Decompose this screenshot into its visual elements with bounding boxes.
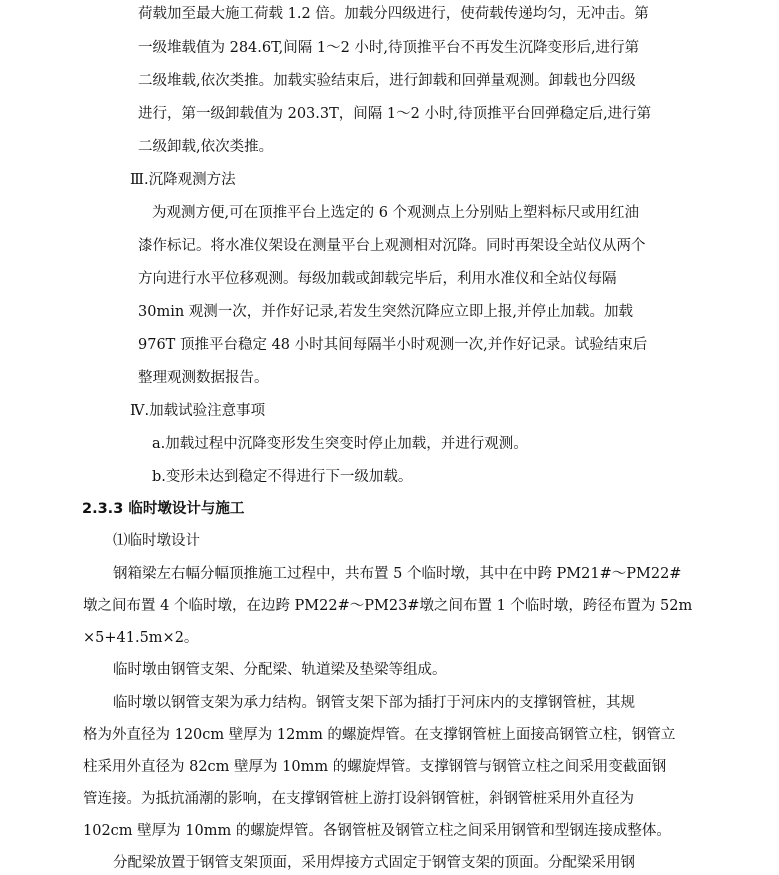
paragraph-line: 976T 顶推平台稳定 48 小时其间每隔半小时观测一次,并作好记录。试验结束后	[138, 337, 648, 353]
paragraph-line: 分配梁放置于钢管支架顶面，采用焊接方式固定于钢管支架的顶面。分配梁采用钢	[113, 855, 635, 871]
paragraph-line: 30min 观测一次，并作好记录,若发生突然沉降应立即上报,并停止加载。加载	[138, 304, 634, 320]
paragraph-line: 整理观测数据报告。	[138, 370, 269, 386]
paragraph-line: 管连接。为抵抗涌潮的影响，在支撑钢管桩上游打设斜钢管桩，斜钢管桩采用外直径为	[83, 791, 634, 807]
paragraph-line: 格为外直径为 120cm 壁厚为 12mm 的螺旋焊管。在支撑钢管桩上面接高钢管立柱，钢管立	[83, 727, 676, 743]
paragraph-line: 钢箱梁左右幅分幅顶推施工过程中，共布置 5 个临时墩，其中在中跨 PM21#～PM22#	[113, 566, 682, 582]
subsection-heading: Ⅳ.加载试验注意事项	[130, 403, 266, 419]
paragraph-line: 二级卸载,依次类推。	[138, 139, 274, 155]
paragraph-line: 墩之间布置 4 个临时墩，在边跨 PM22#～PM23#墩之间布置 1 个临时墩，跨径布置为 52m	[83, 598, 693, 614]
paragraph-line: 一级堆载值为 284.6T,间隔 1～2 小时,待顶推平台不再发生沉降变形后,进行第	[138, 40, 640, 56]
list-item: a.加载过程中沉降变形发生突变时停止加载，并进行观测。	[152, 436, 528, 452]
paragraph-line: 漆作标记。将水准仪架设在测量平台上观测相对沉降。同时再架设全站仪从两个	[138, 238, 646, 254]
paragraph-line: 荷载加至最大施工荷载 1.2 倍。加载分四级进行，使荷载传递均匀，无冲击。第	[138, 6, 649, 22]
paragraph-line: 为观测方便,可在顶推平台上选定的 6 个观测点上分别贴上塑料标尺或用红油	[152, 205, 640, 221]
paragraph-line: 二级堆载,依次类推。加载实验结束后，进行卸载和回弹量观测。卸载也分四级	[138, 73, 636, 89]
paragraph-line: 方向进行水平位移观测。每级加载或卸载完毕后，利用水准仪和全站仪每隔	[138, 271, 617, 287]
subsection-heading: ⑴临时墩设计	[113, 533, 200, 549]
section-heading: 2.3.3 临时墩设计与施工	[82, 501, 245, 517]
paragraph-line: 进行，第一级卸载值为 203.3T，间隔 1～2 小时,待顶推平台回弹稳定后,进行第	[138, 106, 652, 122]
list-item: b.变形未达到稳定不得进行下一级加载。	[152, 469, 413, 485]
paragraph-line: ×5+41.5m×2。	[83, 630, 199, 646]
paragraph-line: 102cm 壁厚为 10mm 的螺旋焊管。各钢管桩及钢管立柱之间采用钢管和型钢连接成整体。	[83, 823, 671, 839]
paragraph-line: 临时墩以钢管支架为承力结构。钢管支架下部为插打于河床内的支撑钢管桩，其规	[113, 695, 635, 711]
paragraph-line: 柱采用外直径为 82cm 壁厚为 10mm 的螺旋焊管。支撑钢管与钢管立柱之间采用变截面钢	[83, 759, 667, 775]
paragraph-line: 临时墩由钢管支架、分配梁、轨道梁及垫梁等组成。	[113, 662, 447, 678]
subsection-heading: Ⅲ.沉降观测方法	[130, 172, 236, 188]
